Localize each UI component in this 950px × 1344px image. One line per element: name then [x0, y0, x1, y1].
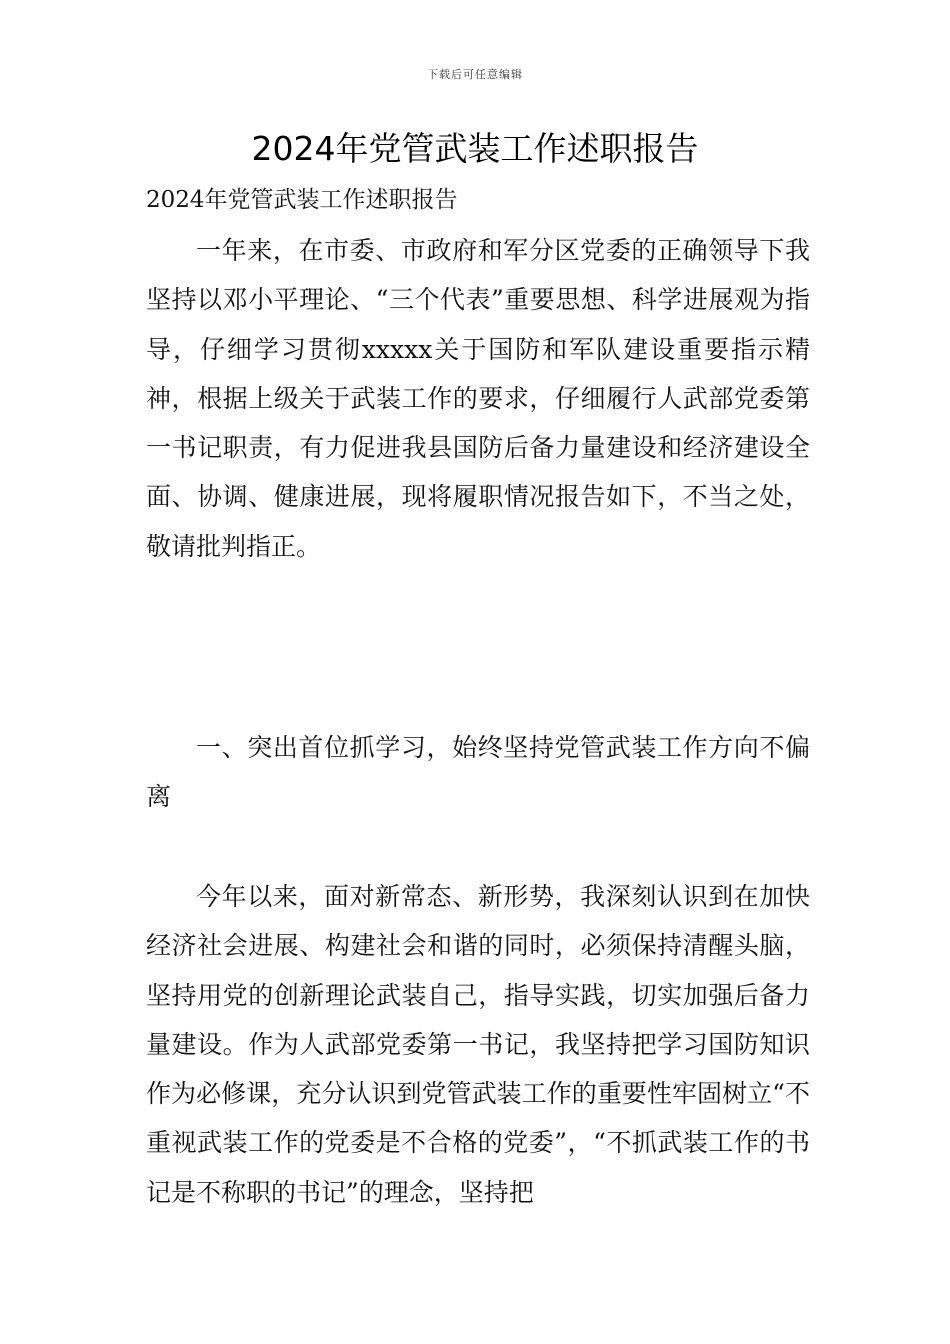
header-note: 下载后可任意编辑 [427, 68, 523, 81]
intro-paragraph: 一年来，在市委、市政府和军分区党委的正确领导下我坚持以邓小平理论、“三个代表”重要思想、科学进展观为指导，仔细学习贯彻xxxxx关于国防和军队建设重要指示精神，根据上级关于武装工作的要求，仔细履行人武部党委第一书记职责，有力促进我县国防后备力量建设和经济建设全面、协调、健康进展，现将履职情况报告如下，不当之处，敬请批判指正。 [146, 236, 810, 561]
document-subtitle: 2024年党管武装工作述职报告 [146, 187, 458, 213]
document-title: 2024年党管武装工作述职报告 [251, 129, 699, 168]
section-body-paragraph: 今年以来，面对新常态、新形势，我深刻认识到在加快经济社会进展、构建社会和谐的同时，必须保持清醒头脑，坚持用党的创新理论武装自己，指导实践，切实加强后备力量建设。作为人武部党委第一书记，我坚持把学习国防知识作为必修课，充分认识到党管武装工作的重要性牢固树立“不重视武装工作的党委是不合格的党委”，“不抓武装工作的书记是不称职的书记”的理念，坚持把 [146, 882, 810, 1207]
section-heading: 一、突出首位抓学习，始终坚持党管武装工作方向不偏离 [146, 733, 810, 812]
